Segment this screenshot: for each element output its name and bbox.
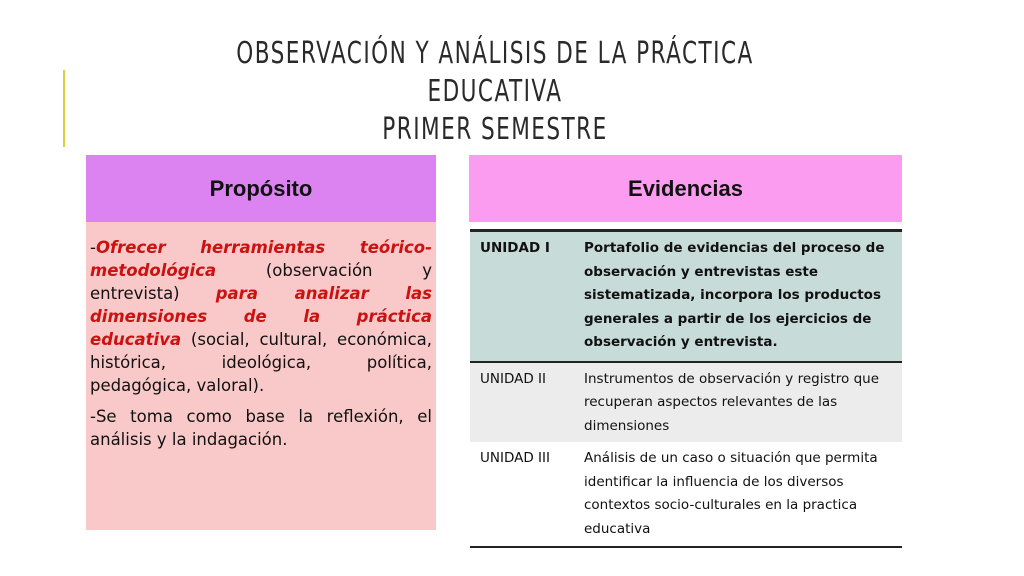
evidence-cell: Análisis de un caso o situación que permita identificar la influencia de los diversos contextos socio-culturales en la practica educativa xyxy=(576,442,902,547)
proposito-paragraph-1 xyxy=(90,236,432,397)
dash: - xyxy=(90,238,96,257)
title-line-2: PRIMER SEMESTRE xyxy=(382,112,608,147)
emphasis-text-1: Ofrecer herramientas teórico-metodológica xyxy=(90,238,432,280)
evidencias-header: Evidencias xyxy=(469,155,902,222)
table-row xyxy=(470,442,902,547)
unit-cell: UNIDAD I xyxy=(470,231,576,362)
table-row xyxy=(470,362,902,443)
accent-line xyxy=(63,70,65,147)
evidence-cell: Instrumentos de observación y registro que recuperan aspectos relevantes de las dimensiones xyxy=(576,362,902,443)
plain-text-2: (social, cultural, económica, histórica, ideológica, política, pedagógica, valoral). xyxy=(90,330,432,395)
table-row xyxy=(470,231,902,362)
plain-text-1: (observación y entrevista) xyxy=(90,261,432,303)
emphasis-text-2: para analizar las dimensiones de la práctica educativa xyxy=(90,284,432,349)
proposito-paragraph-2: -Se toma como base la reflexión, el análisis y la indagación. xyxy=(90,407,432,449)
unit-cell: UNIDAD II xyxy=(470,362,576,443)
slide-title xyxy=(225,35,765,149)
evidencias-table xyxy=(470,229,902,548)
proposito-body xyxy=(86,222,436,530)
evidence-cell: Portafolio de evidencias del proceso de observación y entrevistas este sistematizada, incorpora los productos generales a partir de los ejercicios de observación y entrevista. xyxy=(576,231,902,362)
title-line-1: OBSERVACIÓN Y ANÁLISIS DE LA PRÁCTICA EDUCATIVA xyxy=(236,36,754,109)
unit-cell: UNIDAD III xyxy=(470,442,576,547)
proposito-header: Propósito xyxy=(86,155,436,222)
